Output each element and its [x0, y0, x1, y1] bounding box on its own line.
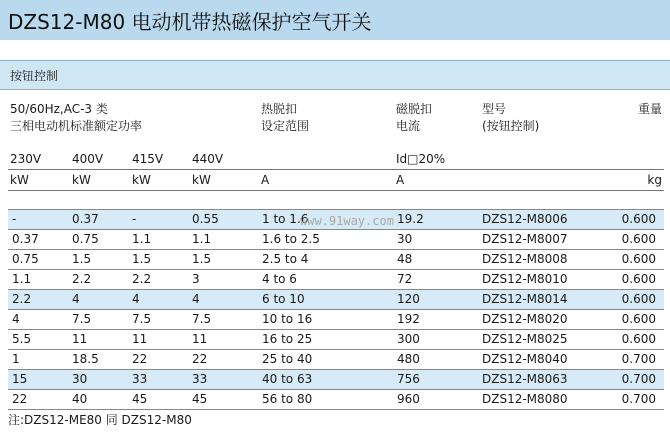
- power-230-cell: 22: [12, 392, 28, 406]
- weight-cell: 0.600: [621, 312, 656, 326]
- voltage-415-header: 415V: [132, 152, 164, 166]
- model-cell: DZS12-M8007: [482, 232, 568, 246]
- power-415-cell: 7.5: [132, 312, 152, 326]
- specification-table: [8, 209, 664, 410]
- weight-cell: 0.600: [621, 212, 656, 226]
- power-230-cell: 1.1: [12, 272, 32, 286]
- magnetic-current-cell: 48: [397, 252, 413, 266]
- power-400-cell: 1.5: [72, 252, 92, 266]
- power-415-cell: 33: [132, 372, 148, 386]
- power-230-cell: 1: [12, 352, 20, 366]
- power-230-cell: 15: [12, 372, 28, 386]
- weight-cell: 0.600: [621, 232, 656, 246]
- power-440-cell: 1.1: [192, 232, 212, 246]
- power-415-cell: 2.2: [132, 272, 152, 286]
- id-header: Id□20%: [396, 152, 446, 166]
- model-cell: DZS12-M8080: [482, 392, 568, 406]
- table-row: [8, 369, 664, 389]
- power-440-cell: 1.5: [192, 252, 212, 266]
- thermal-range-cell: 40 to 63: [262, 372, 313, 386]
- voltage-230-header: 230V: [10, 152, 42, 166]
- model-cell: DZS12-M8008: [482, 252, 568, 266]
- table-row: [8, 289, 664, 309]
- rating-header-line1: 50/60Hz,AC-3 类: [10, 102, 108, 116]
- power-230-cell: -: [12, 212, 17, 226]
- power-440-cell: 33: [192, 372, 208, 386]
- weight-cell: 0.600: [621, 332, 656, 346]
- voltage-400-header: 400V: [72, 152, 104, 166]
- power-400-cell: 40: [72, 392, 88, 406]
- weight-cell: 0.600: [621, 292, 656, 306]
- thermal-range-cell: 6 to 10: [262, 292, 305, 306]
- power-230-cell: 0.37: [12, 232, 39, 246]
- model-cell: DZS12-M8063: [482, 372, 568, 386]
- thermal-header-line1: 热脱扣: [261, 102, 298, 116]
- model-cell: DZS12-M8040: [482, 352, 568, 366]
- weight-cell: 0.700: [621, 372, 656, 386]
- magnetic-current-cell: 72: [397, 272, 413, 286]
- magnetic-current-cell: 756: [397, 372, 420, 386]
- units-divider: [8, 190, 664, 191]
- model-header-line2: (按钮控制): [482, 119, 540, 133]
- table-row: [8, 269, 664, 289]
- power-415-cell: 45: [132, 392, 148, 406]
- power-415-cell: 4: [132, 292, 140, 306]
- unit-kg: kg: [647, 173, 662, 187]
- power-415-cell: 1.5: [132, 252, 152, 266]
- voltage-440-header: 440V: [192, 152, 224, 166]
- power-415-cell: -: [132, 212, 137, 226]
- model-cell: DZS12-M8020: [482, 312, 568, 326]
- power-400-cell: 7.5: [72, 312, 92, 326]
- page-title: DZS12-M80 电动机带热磁保护空气开关: [8, 10, 372, 34]
- power-440-cell: 11: [192, 332, 208, 346]
- section-label: 按钮控制: [10, 69, 59, 83]
- magnetic-current-cell: 300: [397, 332, 420, 346]
- model-header-line1: 型号: [482, 102, 507, 116]
- magnetic-header-line1: 磁脱扣: [396, 102, 433, 116]
- magnetic-current-cell: 192: [397, 312, 420, 326]
- rating-header-line2: 三相电动机标准额定功率: [10, 119, 143, 133]
- magnetic-header-line2: 电流: [396, 119, 421, 133]
- weight-header: 重量: [637, 102, 662, 116]
- table-row: [8, 389, 664, 410]
- power-230-cell: 5.5: [12, 332, 32, 346]
- power-400-cell: 0.37: [72, 212, 99, 226]
- magnetic-current-cell: 480: [397, 352, 420, 366]
- unit-kw-230: kW: [10, 173, 29, 187]
- power-440-cell: 45: [192, 392, 208, 406]
- power-415-cell: 11: [132, 332, 148, 346]
- power-230-cell: 0.75: [12, 252, 39, 266]
- power-400-cell: 0.75: [72, 232, 99, 246]
- power-440-cell: 4: [192, 292, 200, 306]
- thermal-header-line2: 设定范围: [261, 119, 310, 133]
- table-row: [8, 249, 664, 269]
- table-row: [8, 349, 664, 369]
- unit-a-range: A: [261, 173, 270, 187]
- thermal-range-cell: 16 to 25: [262, 332, 313, 346]
- weight-cell: 0.600: [621, 272, 656, 286]
- footnote: 注:DZS12-ME80 同 DZS12-M80: [8, 413, 192, 427]
- table-row: [8, 309, 664, 329]
- table-row: [8, 229, 664, 249]
- weight-cell: 0.600: [621, 252, 656, 266]
- thermal-range-cell: 1 to 1.6: [262, 212, 309, 226]
- thermal-range-cell: 2.5 to 4: [262, 252, 309, 266]
- model-cell: DZS12-M8014: [482, 292, 568, 306]
- model-cell: DZS12-M8006: [482, 212, 568, 226]
- thermal-range-cell: 10 to 16: [262, 312, 313, 326]
- power-440-cell: 0.55: [192, 212, 219, 226]
- power-400-cell: 4: [72, 292, 80, 306]
- power-440-cell: 7.5: [192, 312, 212, 326]
- watermark-text: www.91way.com: [300, 214, 394, 228]
- unit-kw-415: kW: [132, 173, 151, 187]
- magnetic-current-cell: 120: [397, 292, 420, 306]
- header-divider: [8, 169, 664, 170]
- weight-cell: 0.700: [621, 352, 656, 366]
- power-415-cell: 22: [132, 352, 148, 366]
- table-row: [8, 329, 664, 349]
- thermal-range-cell: 1.6 to 2.5: [262, 232, 320, 246]
- magnetic-current-cell: 30: [397, 232, 413, 246]
- power-440-cell: 22: [192, 352, 208, 366]
- power-400-cell: 30: [72, 372, 88, 386]
- power-230-cell: 2.2: [12, 292, 32, 306]
- unit-a-magnetic: A: [396, 173, 405, 187]
- unit-kw-440: kW: [192, 173, 211, 187]
- magnetic-current-cell: 19.2: [397, 212, 424, 226]
- thermal-range-cell: 4 to 6: [262, 272, 297, 286]
- model-cell: DZS12-M8025: [482, 332, 568, 346]
- power-415-cell: 1.1: [132, 232, 152, 246]
- thermal-range-cell: 56 to 80: [262, 392, 313, 406]
- weight-cell: 0.700: [621, 392, 656, 406]
- unit-kw-400: kW: [72, 173, 91, 187]
- power-400-cell: 11: [72, 332, 88, 346]
- power-440-cell: 3: [192, 272, 200, 286]
- thermal-range-cell: 25 to 40: [262, 352, 313, 366]
- magnetic-current-cell: 960: [397, 392, 420, 406]
- section-bar: [0, 60, 670, 90]
- power-400-cell: 18.5: [72, 352, 99, 366]
- model-cell: DZS12-M8010: [482, 272, 568, 286]
- power-400-cell: 2.2: [72, 272, 92, 286]
- power-230-cell: 4: [12, 312, 20, 326]
